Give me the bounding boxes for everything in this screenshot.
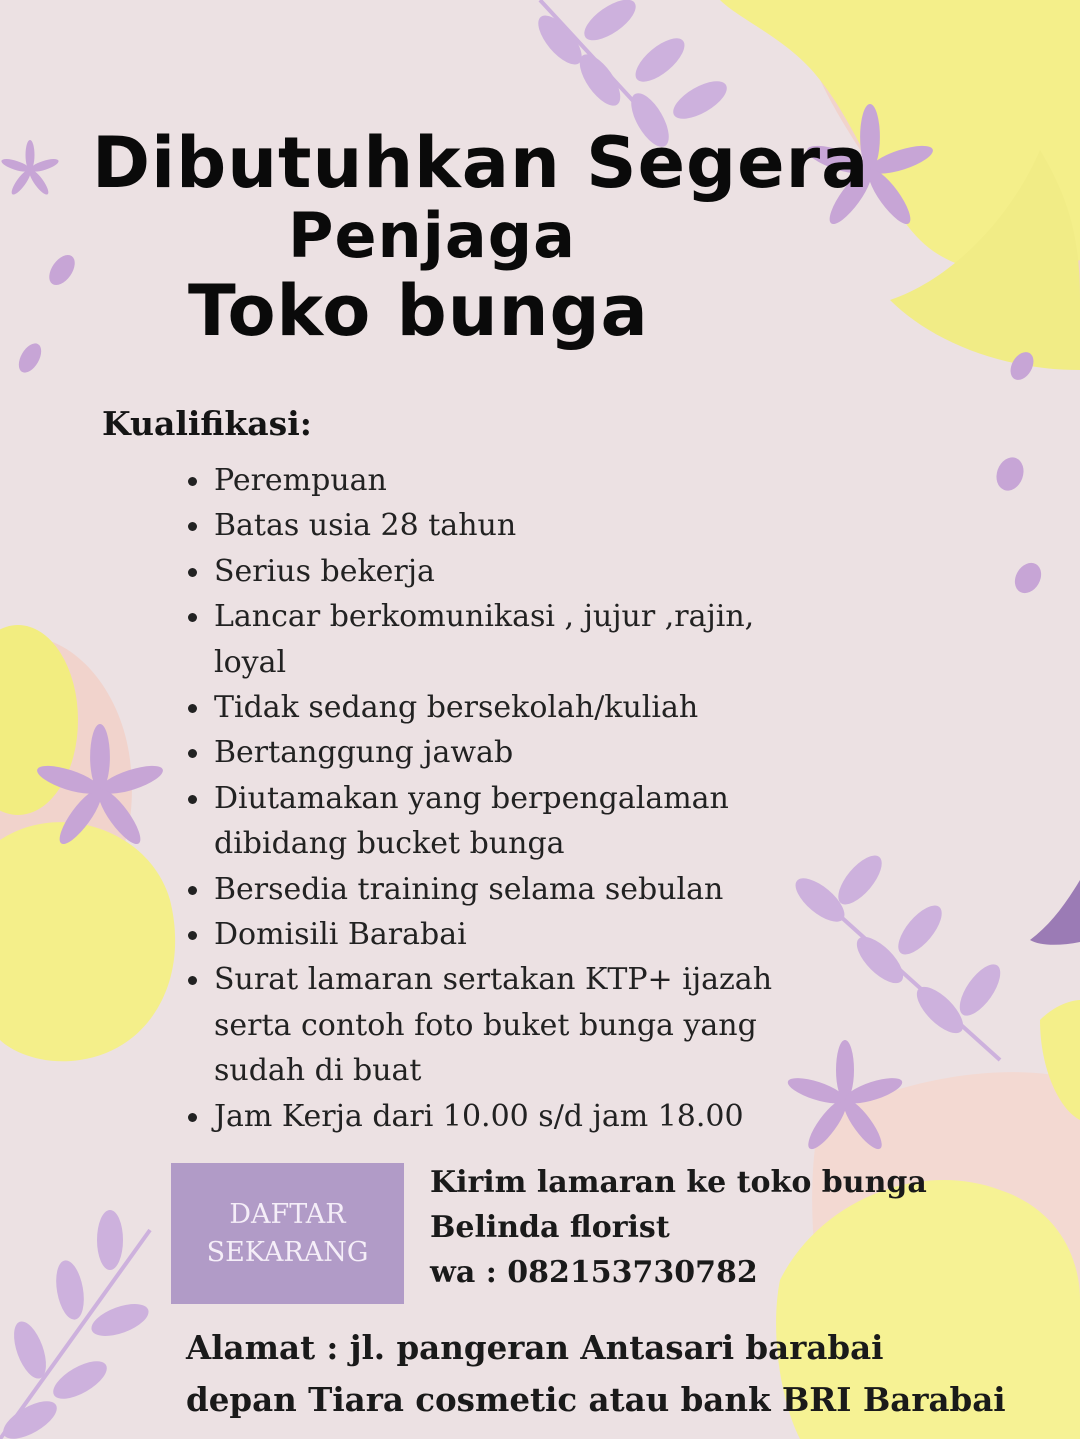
register-now-button[interactable] — [171, 1163, 404, 1304]
register-button-label-line-2: SEKARANG — [206, 1236, 369, 1268]
contact-info — [430, 1160, 927, 1295]
qualification-item: Perempuan — [214, 458, 774, 503]
address-line-2: depan Tiara cosmetic atau bank BRI Barabai — [186, 1380, 1006, 1419]
qualification-item: Bertanggung jawab — [214, 730, 774, 775]
qualification-item: Jam Kerja dari 10.00 s/d jam 18.00 — [214, 1094, 774, 1139]
address — [186, 1322, 1006, 1426]
qualification-item: Bersedia training selama sebulan — [214, 867, 774, 912]
contact-line-1: Kirim lamaran ke toko bunga — [430, 1165, 927, 1200]
qualification-item: Surat lamaran sertakan KTP+ ijazah serta contoh foto buket bunga yang sudah di buat — [214, 957, 774, 1093]
title-line-1: Dibutuhkan Segera — [92, 122, 870, 204]
qualification-item: Serius bekerja — [214, 549, 774, 594]
contact-line-2: Belinda florist — [430, 1210, 670, 1245]
qualification-item: Diutamakan yang berpengalaman dibidang bucket bunga — [214, 776, 774, 867]
register-button-label-line-1: DAFTAR — [229, 1199, 346, 1231]
address-line-1: Alamat : jl. pangeran Antasari barabai — [186, 1328, 884, 1367]
title-line-2: Penjaga — [288, 199, 576, 272]
qualification-item: Lancar berkomunikasi , jujur ,rajin, loyal — [214, 594, 774, 685]
contact-phone: wa : 082153730782 — [430, 1255, 758, 1290]
qualifications-heading: Kualifikasi: — [102, 404, 312, 443]
qualification-item: Tidak sedang bersekolah/kuliah — [214, 685, 774, 730]
title-line-3: Toko bunga — [188, 270, 649, 352]
qualifications-list — [214, 458, 774, 1139]
qualification-item: Domisili Barabai — [214, 912, 774, 957]
qualification-item: Batas usia 28 tahun — [214, 503, 774, 548]
